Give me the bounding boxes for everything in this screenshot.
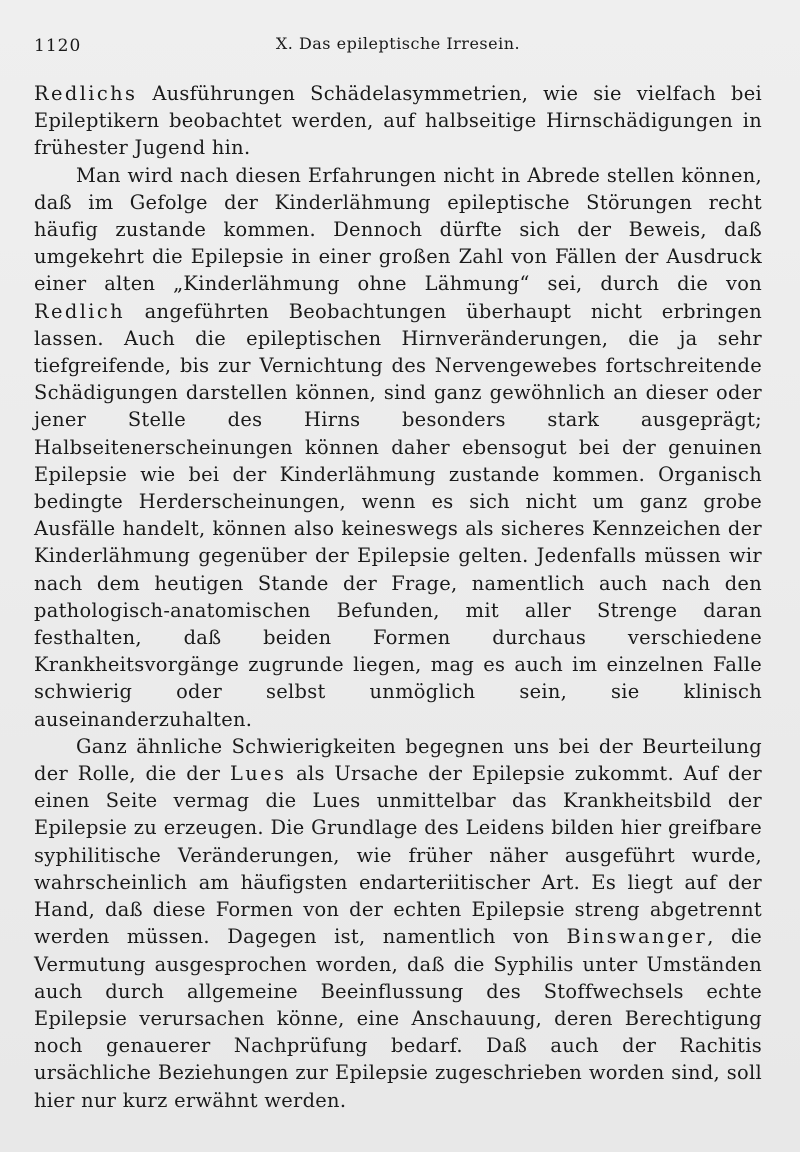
paragraph-kinderlaehmung — [34, 162, 762, 733]
text-segment: , die Vermutung ausgesprochen worden, daß die Syphilis unter Umständen auch durch allgemeine Beeinflussung des Stoffwechsels echte Epilepsie verursachen könne, eine Anschauung, deren Berechtigung noch genauerer Nachprüfung bedarf. Daß auch der Rachitis ursächliche Beziehungen zur Epilepsie zugeschrieben worden sind, soll hier nur kurz erwähnt werden. — [34, 925, 763, 1112]
page-header — [34, 34, 762, 60]
running-title: X. Das epileptische Irresein. — [275, 34, 521, 53]
text-segment: Man wird nach diesen Erfahrungen nicht in Abrede stellen können, daß im Gefolge der Kinderlähmung epileptische Störungen recht häufig zustande kommen. Dennoch dürfte sich der Beweis, daß umgekehrt die Epilepsie in einer großen Zahl von Fällen der Ausdruck einer alten „Kinderlähmung ohne Lähmung“ sei, durch die von — [34, 163, 762, 296]
author-name-redlichs: Redlichs — [34, 82, 138, 105]
paragraph-lues — [34, 733, 762, 1114]
page-number: 1120 — [34, 36, 82, 56]
text-segment: angeführten Beobachtungen überhaupt nicht erbringen lassen. Auch die epileptischen Hirnveränderungen, die ja sehr tiefgreifende, bis zur Vernichtung des Nervengewebes fortschreitende Schädigungen darstellen können, sind ganz gewöhnlich an dieser oder jener Stelle des Hirns besonders stark ausgeprägt; Halbseitenerscheinungen können daher ebensogut bei der genuinen Epilepsie wie bei der Kinderlähmung zustande kommen. Organisch bedingte Herderscheinungen, wenn es sich nicht um ganz grobe Ausfälle handelt, können also keineswegs als sicheres Kennzeichen der Kinderlähmung gegenüber der Epilepsie gelten. Jedenfalls müssen wir nach dem heutigen Stande der Frage, namentlich auch nach den pathologisch-anatomischen Befunden, mit aller Strenge daran festhalten, daß beiden Formen durchaus verschiedene Krankheitsvorgänge zugrunde liegen, mag es auch im einzelnen Falle schwierig oder selbst unmöglich sein, sie klinisch auseinanderzuhalten. — [34, 299, 762, 731]
text-segment: Ganz ähnliche Schwierigkeiten begegnen uns bei der Beurteilung der Rolle, die der — [34, 734, 762, 786]
term-lues: Lues — [229, 762, 287, 786]
paragraph-continuation — [34, 80, 762, 162]
author-name-redlich: Redlich — [34, 299, 126, 323]
body-text — [34, 80, 762, 1114]
author-name-binswanger: Binswanger — [566, 925, 708, 949]
text-segment: Ausführungen Schädelasymmetrien, wie sie vielfach bei Epileptikern beobachtet werden, auf halbseitige Hirnschädigungen in frühester Jugend hin. — [34, 82, 762, 160]
text-segment: als Ursache der Epilepsie zukommt. Auf der einen Seite vermag die Lues unmittelbar das Krankheitsbild der Epilepsie zu erzeugen. Die Grundlage des Leidens bilden hier greifbare syphilitische Veränderungen, wie früher näher ausgeführt wurde, wahrscheinlich am häufigsten endarteriitischer Art. Es liegt auf der Hand, daß diese Formen von der echten Epilepsie streng abgetrennt werden müssen. Dagegen ist, namentlich von — [34, 762, 762, 949]
